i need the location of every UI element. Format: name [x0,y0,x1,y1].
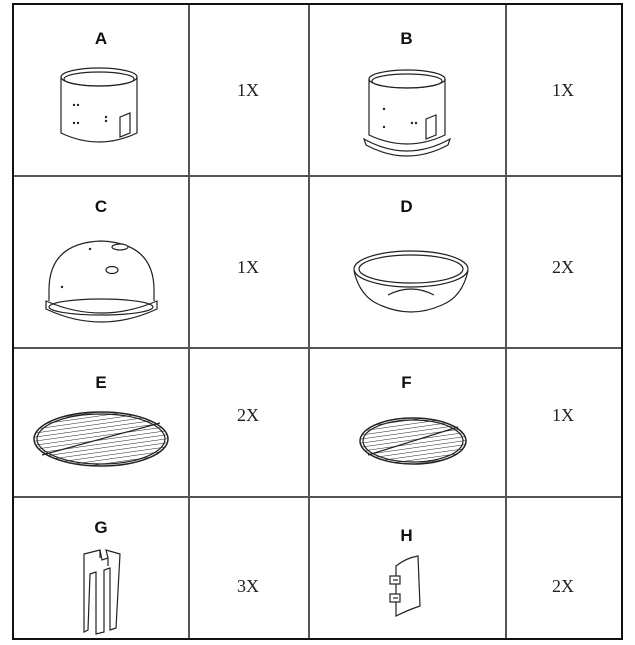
parts-table [12,3,623,640]
part-letter: H [400,526,413,545]
part-quantity: 1X [552,80,574,100]
part-letter: C [94,197,108,216]
part-cell-f [308,349,505,496]
fire-ring-icon [54,65,144,160]
part-cell-b [308,5,505,175]
qty-cell-d [505,177,621,347]
qty-cell-h [505,498,621,638]
part-letter: F [401,373,412,392]
bowl-icon [352,247,470,322]
qty-cell-c [188,177,308,347]
large-grill-grate-icon [32,409,170,469]
part-cell-h [308,498,505,638]
part-quantity: 2X [237,405,259,425]
base-ring-icon [362,69,452,164]
part-letter: G [94,518,108,537]
part-letter: A [94,29,108,48]
qty-cell-g [188,498,308,638]
part-cell-d [308,177,505,347]
qty-cell-b [505,5,621,175]
part-quantity: 1X [237,257,259,277]
part-cell-a [14,5,188,175]
part-quantity: 1X [552,405,574,425]
part-cell-g [14,498,188,638]
qty-cell-a [188,5,308,175]
part-quantity: 2X [552,257,574,277]
part-quantity: 2X [552,576,574,596]
part-letter: E [95,373,107,392]
lid-dome-icon [44,235,159,335]
part-quantity: 1X [237,80,259,100]
small-grill-grate-icon [358,415,468,467]
hinge-plate-icon [388,554,424,620]
leg-bracket-icon [80,548,125,634]
qty-cell-f [505,349,621,496]
part-quantity: 3X [237,576,259,596]
part-letter: D [400,197,413,216]
qty-cell-e [188,349,308,496]
part-cell-e [14,349,188,496]
part-letter: B [400,29,413,48]
part-cell-c [14,177,188,347]
